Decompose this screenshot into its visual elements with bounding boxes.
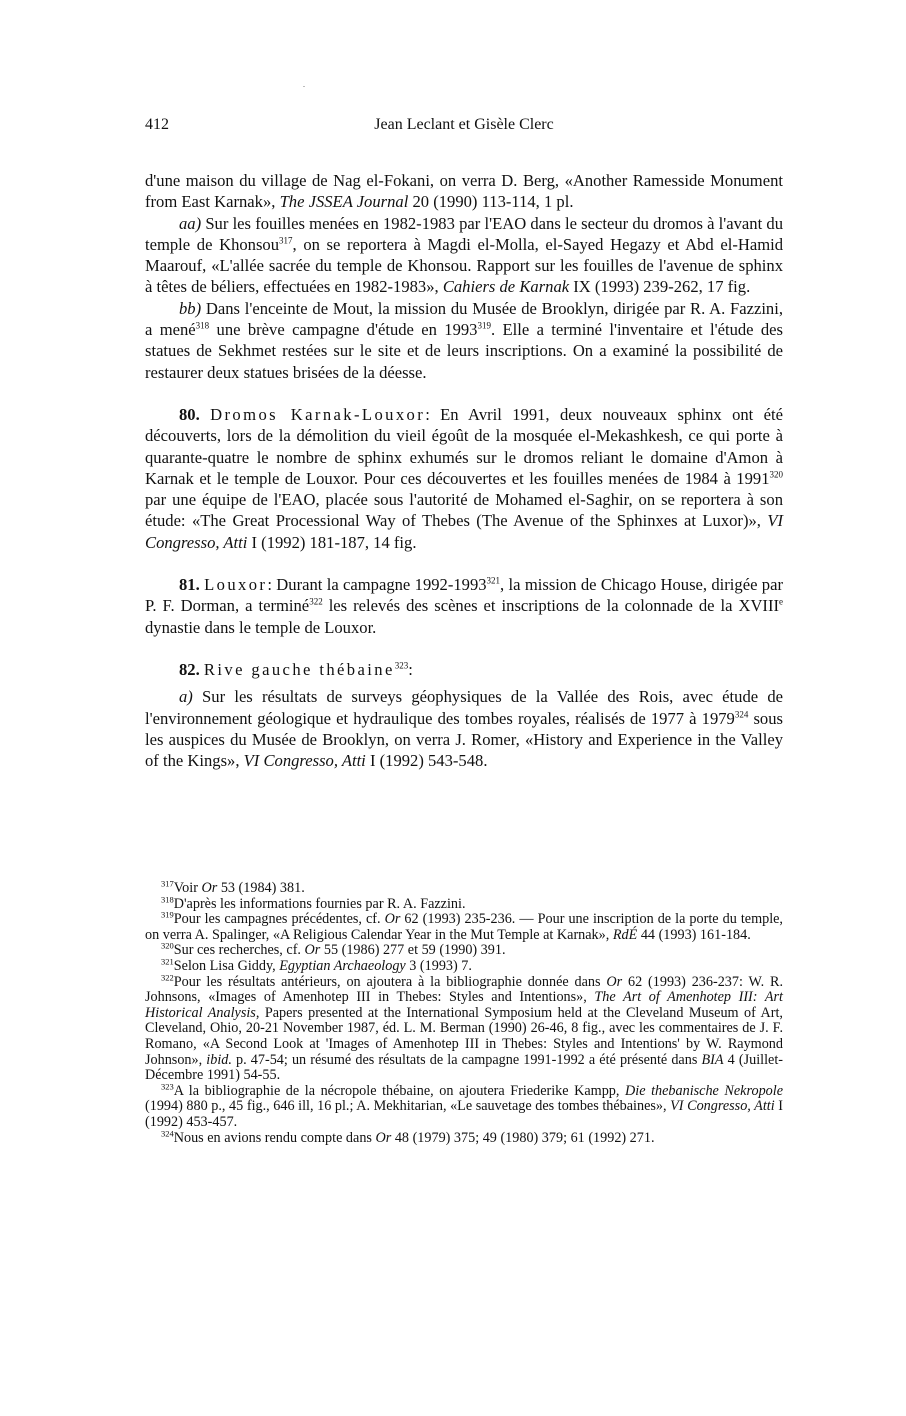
text-run: 62 (1993) 236-237: W. R. Johnsons, «Images of Amenhotep III in Thebes: Styles and Intentions», <box>145 973 783 1006</box>
paragraph-82a <box>145 686 783 771</box>
text-run: 55 (1986) 277 et 59 (1990) 391. <box>320 942 506 959</box>
text-run: 4 (Juillet-Décembre 1991) 54-55. <box>145 1051 783 1084</box>
paragraph-aa <box>145 213 783 298</box>
text-run: , la mission de Chicago House, dirigée par P. F. Dorman, a terminé <box>145 575 783 616</box>
text-run: I (1992) 181-187, 14 fig. <box>247 532 417 552</box>
text-run: Sur ces recherches, cf. <box>173 942 305 959</box>
paragraph-continued <box>145 170 783 213</box>
text-run: Pour les résultats antérieurs, on ajoutera à la bibliographie donnée dans <box>173 973 607 990</box>
footnote-number: 318 <box>161 893 174 904</box>
text-run: , Papers presented at the International Symposium held at the Cleveland Museum of Art, Cleveland, Ohio, 20-21 November 1987, éd. L. M. Berman (1990) 26-46, 8 fig., avec les commentaires de J. F. Romano, «A Second Look at 'Images of Amenhotep III in Thebes: Styles and Intentions' by W. Raymond Johnson», <box>145 1004 783 1068</box>
text-run: I (1992) 453-457. <box>145 1098 783 1130</box>
footnote-number: 317 <box>161 878 174 889</box>
journal-title: RdÉ <box>612 926 638 943</box>
book-title: Die thebanische Nekropole <box>625 1082 783 1099</box>
text-run: 53 (1984) 381. <box>217 880 305 896</box>
footnote-318 <box>145 893 783 913</box>
footnote-ref: 322 <box>309 596 323 607</box>
journal-title: Cahiers de Karnak <box>442 277 570 297</box>
text-run: Sur les résultats de surveys géophysiques de la Vallée des Rois, avec étude de l'environnement géologique et hydraulique des tombes royales, réalisés de 1977 à 1979 <box>145 687 783 728</box>
section-heading: Dromos Karnak-Louxor <box>210 404 426 424</box>
text-run: 3 (1993) 7. <box>405 957 472 974</box>
footnote-ref: 317 <box>279 235 293 246</box>
text-run: par une équipe de l'EAO, placée sous l'autorité de Mohamed el-Saghir, on se reportera à son étude: «The Great Processional Way of Thebes (The Avenue of the Sphinxes at Luxor)», <box>145 490 783 531</box>
section-number: 80. <box>179 404 200 424</box>
text-run: D'après les informations fournies par R. A. Fazzini. <box>173 895 466 912</box>
item-label: a) <box>179 687 193 707</box>
section-number: 81. <box>179 575 200 595</box>
journal-title: BIA <box>701 1051 724 1068</box>
footnote-ref: 320 <box>769 469 783 480</box>
footnote-ref: 323 <box>394 660 409 671</box>
text-run: une brève campagne d'étude en 1993 <box>209 320 478 340</box>
ibid-mark: ibid. <box>206 1051 232 1068</box>
text-run: Nous en avions rendu compte dans <box>173 1129 376 1146</box>
section-heading: Louxor <box>204 575 268 595</box>
footnote-number: 323 <box>161 1080 174 1091</box>
section-81 <box>145 574 783 638</box>
text-run: p. 47-54; un résumé des résultats de la campagne 1991-1992 a été présenté dans <box>231 1051 702 1068</box>
item-label: aa) <box>179 213 202 233</box>
journal-title: VI Congresso, Atti <box>670 1098 775 1115</box>
section-number: 82. <box>179 659 200 679</box>
footnote-ref: 319 <box>477 320 491 331</box>
footnote-number: 321 <box>161 956 174 967</box>
book-title: The Art of Amenhotep III: Art Historical Analysis <box>145 989 783 1021</box>
page-header <box>145 116 783 140</box>
main-text <box>145 170 783 771</box>
journal-title: Or <box>384 911 401 928</box>
footnote-321 <box>145 956 783 975</box>
document-page <box>145 0 783 1416</box>
text-run: (1994) 880 p., 45 fig., 646 ill, 16 pl.; A. Mekhitarian, «Le sauvetage des tombes thébaines», <box>145 1098 671 1115</box>
journal-title: Egyptian Archaeology <box>279 957 406 974</box>
text-run: d'une maison du village de Nag el-Fokani, on verra D. Berg, «Another Ramesside Monument from East Karnak», <box>145 171 783 212</box>
text-run: 44 (1993) 161-184. <box>637 926 751 943</box>
text-run: 48 (1979) 375; 49 (1980) 379; 61 (1992) 271. <box>391 1129 655 1146</box>
section-heading: Rive gauche thébaine <box>203 659 395 679</box>
item-label: bb) <box>179 298 202 318</box>
text-run: 20 (1990) 113-114, 1 pl. <box>408 192 574 212</box>
journal-title: Or <box>304 942 321 959</box>
footnote-317 <box>145 878 783 897</box>
footnote-319 <box>145 909 783 943</box>
text-run: A la bibliographie de la nécropole thébaine, on ajoutera Friederike Kampp, <box>173 1082 626 1099</box>
text-run: : <box>408 659 413 679</box>
running-title: Jean Leclant et Gisèle Clerc <box>374 116 554 133</box>
text-run: Sur les fouilles menées en 1982-1983 par l'EAO dans le secteur du dromos à l'avant du temple de Khonsou <box>145 213 783 254</box>
ordinal-superscript: e <box>779 596 784 607</box>
footnote-ref: 321 <box>486 575 501 586</box>
journal-title: VI Congresso, Atti <box>243 751 366 771</box>
paragraph-bb <box>145 298 783 383</box>
text-run: les relevés des scènes et inscriptions de la colonnade de la XVIII <box>322 596 780 616</box>
footnote-320 <box>145 940 783 959</box>
text-run: Dans l'enceinte de Mout, la mission du Musée de Brooklyn, dirigée par R. A. Fazzini, a mené <box>145 298 783 340</box>
section-82 <box>145 659 783 680</box>
footnote-323 <box>145 1080 783 1131</box>
footnote-number: 319 <box>161 909 174 920</box>
journal-title: Or <box>375 1129 392 1146</box>
journal-title: Or <box>201 880 218 896</box>
journal-title: VI Congresso, Atti <box>145 511 783 552</box>
text-run: : Durant la campagne 1992-1993 <box>267 575 487 595</box>
footnote-number: 322 <box>161 971 174 982</box>
footnotes <box>145 878 783 1146</box>
footnote-322 <box>145 971 783 1084</box>
text-run: dynastie dans le temple de Louxor. <box>145 617 377 637</box>
section-80 <box>145 404 783 553</box>
footnote-ref: 324 <box>734 709 749 719</box>
footnote-number: 320 <box>161 940 174 951</box>
text-run: Voir <box>173 880 202 896</box>
text-run: , on se reportera à Magdi el-Molla, el-Sayed Hegazy et Abd el-Hamid Maarouf, «L'allée sacrée du temple de Khonsou. Rapport sur les fouilles de l'avenue de sphinx à têtes de béliers, effectuées en 1982-1983», <box>145 234 784 297</box>
footnote-number: 324 <box>161 1127 174 1138</box>
text-run: 62 (1993) 235-236. — Pour une inscription de la porte du temple, on verra A. Spalinger, «A Religious Calendar Year in the Mut Temple at Karnak», <box>145 911 783 943</box>
text-run: Pour les campagnes précédentes, cf. <box>173 911 385 928</box>
footnote-324 <box>145 1127 783 1147</box>
text-run: : En Avril 1991, deux nouveaux sphinx ont été découverts, lors de la démolition du vieil égoût de la mosquée el-Mekashkesh, ce qui porte à quarante-quatre le nombre de sphinx exhumés sur le dromos reliant le domaine d'Amon à Karnak et le temple de Louxor. Pour ces découvertes et les fouilles menées de 1984 à 1991 <box>145 404 784 488</box>
text-run: Selon Lisa Giddy, <box>173 957 280 974</box>
journal-title: The JSSEA Journal <box>279 192 409 212</box>
text-run: . Elle a terminé l'inventaire et l'étude des statues de Sekhmet restées sur le site et de leurs inscriptions. On a examiné la possibilité de restaurer deux statues brisées de la déesse. <box>145 320 784 382</box>
journal-title: Or <box>606 973 623 990</box>
footnote-ref: 318 <box>195 320 210 331</box>
text-run: IX (1993) 239-262, 17 fig. <box>569 277 751 297</box>
text-run: sous les auspices du Musée de Brooklyn, on verra J. Romer, «History and Experience in the Valley of the Kings», <box>145 708 783 771</box>
page-number: 412 <box>145 116 169 133</box>
text-run: I (1992) 543-548. <box>365 751 488 771</box>
